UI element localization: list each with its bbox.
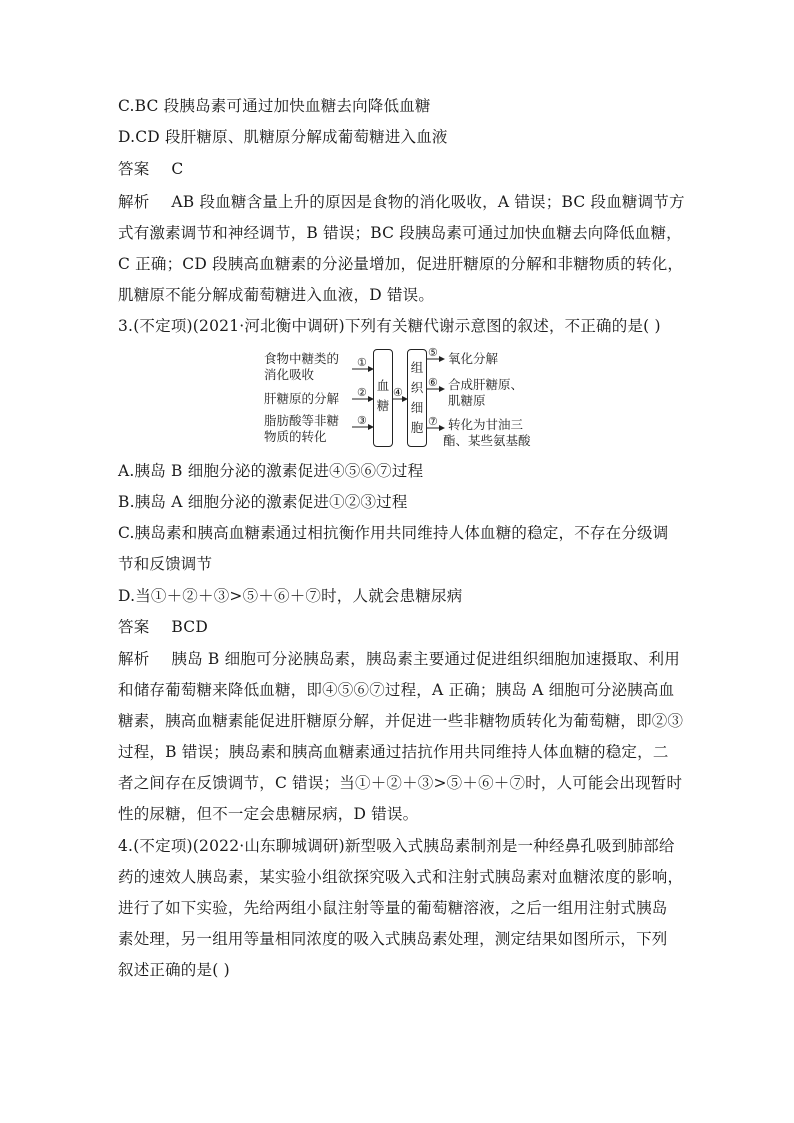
q3-option-c-line-2: 节和反馈调节	[118, 555, 213, 573]
q3-analysis-line-6: 性的尿糖，但不一定会患糖尿病，D 错误。	[118, 805, 419, 823]
step-1-label: ①	[357, 356, 367, 369]
source-food-line1: 食物中糖类的	[264, 351, 340, 366]
step-3-label: ③	[357, 414, 367, 427]
tissue-cell-char-4: 胞	[410, 420, 424, 435]
q4-stem-line-2: 药的速效人胰岛素，某实验小组欲探究吸入式和注射式胰岛素对血糖浓度的影响，	[118, 868, 684, 886]
q2-analysis-line-1	[118, 192, 685, 212]
q3-answer	[118, 617, 678, 637]
sugar-metabolism-diagram	[256, 347, 546, 449]
q3-stem: 3.(不定项)(2021·河北衡中调研)下列有关糖代谢示意图的叙述，不正确的是( )	[118, 317, 661, 335]
output-glycogen-line1: 合成肝糖原、	[448, 377, 524, 392]
q4-stem-line-4: 素处理，另一组用等量相同浓度的吸入式胰岛素处理，测定结果如图所示，下列	[118, 930, 668, 948]
q4-stem-line-1: 4.(不定项)(2022·山东聊城调研)新型吸入式胰岛素制剂是一种经鼻孔吸到肺部给	[118, 837, 675, 855]
tissue-cell-box	[407, 349, 427, 447]
output-oxidation: 氧化分解	[448, 351, 499, 366]
q3-option-d: D.当①＋②＋③>⑤＋⑥＋⑦时，人就会患糖尿病	[118, 587, 463, 605]
step-6-label: ⑥	[428, 376, 438, 389]
source-food-line2: 消化吸收	[264, 367, 315, 382]
tissue-cell-char-1: 组	[410, 360, 424, 375]
tissue-cell-char-3: 细	[410, 400, 424, 415]
blood-sugar-char-1: 血	[376, 378, 390, 393]
blood-sugar-char-2: 糖	[376, 398, 390, 413]
analysis-text: 胰岛 B 细胞可分泌胰岛素，胰岛素主要通过促进组织细胞加速摄取、利用	[171, 650, 680, 668]
step-2-label: ②	[357, 386, 367, 399]
analysis-label: 解析	[118, 650, 150, 668]
blood-sugar-box	[373, 349, 393, 447]
source-non-sugar-line1: 脂肪酸等非糖	[264, 413, 340, 428]
output-glycogen-line2: 肌糖原	[448, 393, 486, 408]
q2-analysis-line-3: C 正确；CD 段胰高血糖素的分泌量增加，促进肝糖原的分解和非糖物质的转化，	[118, 255, 684, 273]
output-lipid-line1: 转化为甘油三	[448, 417, 524, 432]
step-4-label: ④	[393, 386, 403, 399]
q3-analysis-line-5: 者之间存在反馈调节，C 错误；当①＋②＋③>⑤＋⑥＋⑦时，人可能会出现暂时	[118, 774, 683, 792]
answer-label: 答案	[118, 160, 150, 178]
step-7-label: ⑦	[428, 415, 438, 428]
q3-analysis-line-3: 糖素，胰高血糖素能促进肝糖原分解，并促进一些非糖物质转化为葡萄糖，即②③	[118, 712, 684, 730]
analysis-label: 解析	[118, 193, 150, 211]
q3-option-a: A.胰岛 B 细胞分泌的激素促进④⑤⑥⑦过程	[118, 462, 424, 480]
q3-option-b: B.胰岛 A 细胞分泌的激素促进①②③过程	[118, 493, 408, 511]
q2-answer	[118, 159, 678, 179]
analysis-text: AB 段血糖含量上升的原因是食物的消化吸收，A 错误；BC 段血糖调节方	[171, 193, 685, 211]
step-5-label: ⑤	[428, 346, 438, 359]
output-lipid-line2: 酯、某些氨基酸	[443, 433, 531, 448]
q4-stem-line-3: 进行了如下实验，先给两组小鼠注射等量的葡萄糖溶液，之后一组用注射式胰岛	[118, 899, 668, 917]
q4-stem-line-5: 叙述正确的是( )	[118, 961, 230, 979]
answer-label: 答案	[118, 618, 150, 636]
tissue-cell-char-2: 织	[410, 380, 424, 395]
answer-value: BCD	[171, 618, 208, 636]
source-non-sugar-line2: 物质的转化	[264, 429, 327, 444]
q2-option-c: C.BC 段胰岛素可通过加快血糖去向降低血糖	[118, 97, 431, 115]
q2-analysis-line-2: 式有激素调节和神经调节，B 错误；BC 段胰岛素可通过加快血糖去向降低血糖，	[118, 224, 682, 242]
q2-option-d: D.CD 段肝糖原、肌糖原分解成葡萄糖进入血液	[118, 128, 448, 146]
q2-analysis-line-4: 肌糖原不能分解成葡萄糖进入血液，D 错误。	[118, 286, 435, 304]
answer-value: C	[171, 160, 184, 178]
q3-analysis-line-2: 和储存葡萄糖来降低血糖，即④⑤⑥⑦过程，A 正确；胰岛 A 细胞可分泌胰高血	[118, 681, 675, 699]
q3-analysis-line-1	[118, 649, 678, 669]
q3-analysis-line-4: 过程，B 错误；胰岛素和胰高血糖素通过拮抗作用共同维持人体血糖的稳定，二	[118, 743, 669, 761]
source-liver-glycogen: 肝糖原的分解	[264, 391, 340, 406]
q3-option-c-line-1: C.胰岛素和胰高血糖素通过相抗衡作用共同维持人体血糖的稳定，不存在分级调	[118, 524, 669, 542]
